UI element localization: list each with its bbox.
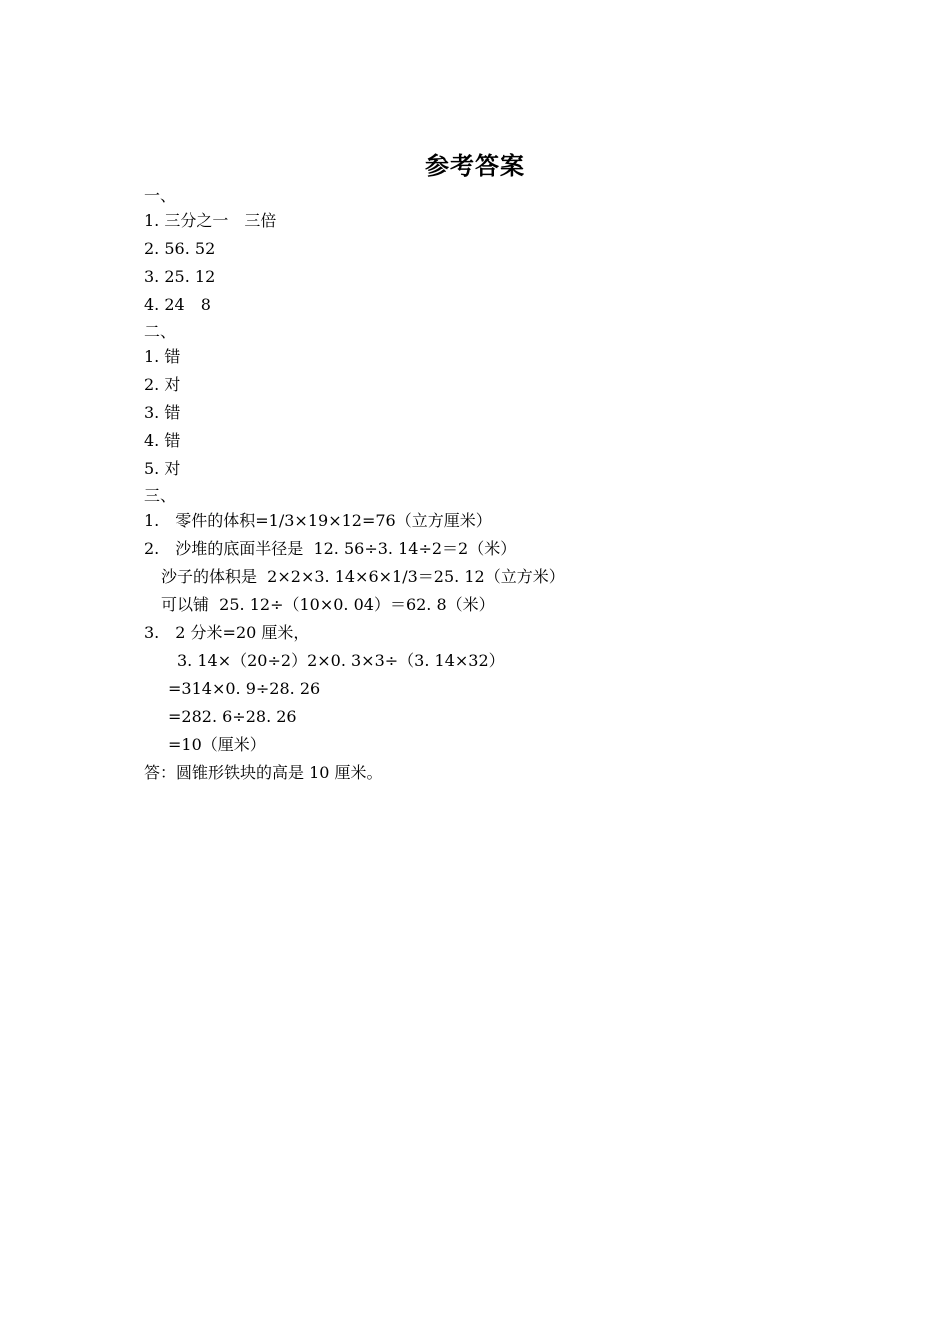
answer-3-3-step-1: 3. 14×（20÷2）2×0. 3×3÷（3. 14×32） (177, 651, 505, 670)
answer-3-3-step-2: =314×0. 9÷28. 26 (168, 679, 321, 698)
answer-3-2: 2. 沙堆的底面半径是 12. 56÷3. 14÷2＝2（米） (144, 539, 517, 558)
answer-2-3: 3. 错 (144, 403, 181, 422)
answer-2-4: 4. 错 (144, 431, 181, 450)
answer-2-5: 5. 对 (144, 459, 181, 478)
answer-2-1: 1. 错 (144, 347, 181, 366)
answer-1-2: 2. 56. 52 (144, 239, 216, 258)
answer-3-1: 1. 零件的体积=1/3×19×12=76（立方厘米） (144, 511, 492, 530)
answer-3-3-step-4: =10（厘米） (168, 735, 266, 754)
section-3-heading: 三、 (144, 486, 177, 505)
answer-3-3: 3. 2 分米=20 厘米， (144, 623, 310, 642)
answer-2-2: 2. 对 (144, 375, 181, 394)
answer-3-2-volume: 沙子的体积是 2×2×3. 14×6×1/3＝25. 12（立方米） (161, 567, 565, 586)
section-1-heading: 一、 (144, 186, 177, 205)
section-2-heading: 二、 (144, 322, 177, 341)
answer-3-2-length: 可以铺 25. 12÷（10×0. 04）＝62. 8（米） (161, 595, 495, 614)
final-answer: 答：圆锥形铁块的高是 10 厘米。 (144, 763, 383, 782)
answer-1-1: 1. 三分之一 三倍 (144, 211, 277, 230)
answer-3-3-step-3: =282. 6÷28. 26 (168, 707, 297, 726)
answer-1-4: 4. 24 8 (144, 295, 211, 314)
page-title: 参考答案 (425, 151, 525, 180)
answer-1-3: 3. 25. 12 (144, 267, 216, 286)
